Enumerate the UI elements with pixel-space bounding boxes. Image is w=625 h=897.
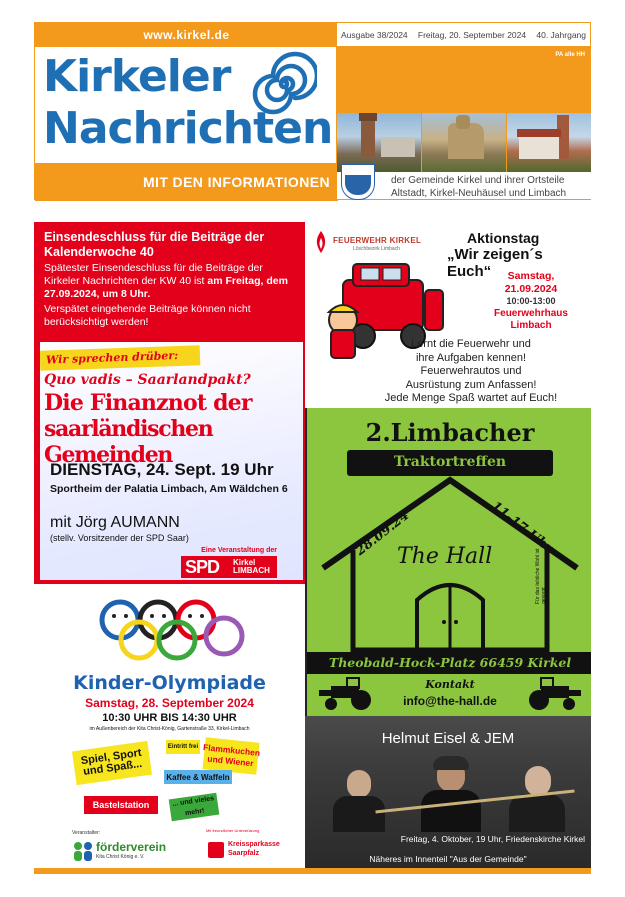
fire-time: 10:00-13:00 (506, 296, 556, 306)
tractor-side-note: Für das leibliche Wohl ist gesorgt. (535, 548, 547, 604)
masthead-tagline: MIT DEN INFORMATIONEN (35, 163, 338, 201)
musician-photo-1 (329, 770, 389, 832)
kids-place: im Außenbereich der Kita Christ-König, Gartenstraße 33, Kirkel-Limbach (89, 726, 250, 732)
tractor-ribbon: Traktortreffen (347, 450, 553, 476)
concert-title: Helmut Eisel & JEM (381, 730, 515, 747)
fire-title-2: „Wir zeigen´s Euch“ (447, 246, 543, 280)
photo-strip (337, 46, 591, 172)
tractor-date: 28.09.24 (353, 508, 413, 559)
kids-olympics-ad (34, 588, 305, 868)
olympic-rings-icon (92, 596, 252, 662)
spd-headline-1: Die Finanznot der (44, 390, 252, 416)
spd-organizer-label: Eine Veranstaltung der (201, 547, 277, 554)
issue-volume: 40. Jahrgang (536, 29, 586, 40)
concert-ad (305, 716, 591, 868)
notice-late-warning: Verspätet eingehende Beiträge können nicht berücksichtigt werden! (44, 303, 251, 328)
photo-rock-formation (422, 113, 506, 172)
musician-photo-2 (419, 760, 483, 832)
kids-date: Samstag, 28. September 2024 (85, 696, 254, 710)
sparkasse-s-icon (208, 842, 224, 858)
kids-title: Kinder-Olympiade (73, 672, 266, 694)
sparkasse-logo: Kreissparkasse Saarpfalz (206, 838, 272, 864)
spd-event-ad (34, 342, 305, 584)
kids-box-more: ... und vieles mehr! (169, 793, 220, 821)
fire-body: Lernt die Feuerwehr und ihre Aufgaben kennen! Feuerwehrautos und Ausrüstung zum Anfassen! Jede Menge Spaß wartet auf Euch! (384, 338, 558, 405)
spd-speaker: mit Jörg AUMANN (50, 514, 180, 531)
website-url[interactable]: www.kirkel.de (35, 23, 338, 47)
masthead-title-line1: Kirkeler (43, 51, 231, 102)
concert-info: Freitag, 4. Oktober, 19 Uhr, Friedenskirche Kirkel (400, 834, 585, 844)
kids-box-coffee: Kaffee & Waffeln (164, 770, 232, 784)
people-icon (72, 840, 94, 862)
fire-brigade-ad (305, 222, 591, 408)
musician-photo-3 (505, 766, 569, 832)
fire-brigade-logo-icon (313, 230, 329, 254)
fire-brigade-name: FEUERWEHR KIRKEL (333, 236, 422, 245)
municipality-text: der Gemeinde Kirkel und ihrer Ortsteile Altstadt, Kirkel-Neuhäusel und Limbach (391, 175, 567, 199)
tractor-contact-label: Kontakt (425, 678, 475, 691)
kids-box-food: Flammkuchen und Wiener (202, 737, 259, 774)
spd-headline-2: saarländischen Gemeinden (44, 416, 213, 468)
spd-speaker-role: (stellv. Vorsitzender der SPD Saar) (50, 533, 189, 543)
kids-time: 10:30 UHR BIS 14:30 UHR (102, 712, 237, 724)
spd-place: Sportheim der Palatia Limbach, Am Wäldchen 6 (50, 483, 288, 495)
issue-number: Ausgabe 38/2024 (341, 29, 408, 40)
municipality-row (337, 172, 591, 200)
tractor-venue: The Hall (397, 544, 493, 569)
spd-logo: SPD Kirkel LIMBACH (181, 556, 277, 578)
concert-more-info: Näheres im Innenteil "Aus der Gemeinde" (369, 854, 527, 864)
spd-datetime: DIENSTAG, 24. Sept. 19 Uhr (50, 460, 274, 479)
masthead-title-line2: Nachrichten (43, 103, 333, 154)
fire-date: 21.09.2024 (504, 283, 558, 295)
issue-date: Freitag, 20. September 2024 (417, 29, 527, 40)
foerderverein-logo: förderverein Kita Christ König e. V. (72, 838, 162, 864)
fire-day: Samstag, (507, 270, 555, 282)
masthead (34, 22, 337, 200)
sponsor-label: Mit freundlicher Unterstützung (206, 828, 260, 833)
deadline-notice (34, 222, 305, 342)
kids-box-games: Spiel, Sport und Spaß... (72, 741, 152, 785)
kids-box-crafts: Bastelstation (84, 796, 158, 814)
fire-place-1: Feuerwehrhaus (494, 308, 568, 319)
tractor-title: 2.Limbacher (365, 418, 535, 447)
fire-title-1: Aktionstag (467, 230, 540, 246)
tractor-address: Theobald-Hock-Platz 66459 Kirkel (307, 652, 591, 674)
spd-banner: Wir sprechen drüber: (40, 345, 201, 371)
masthead-info (337, 22, 591, 200)
spiral-logo-icon (251, 51, 317, 117)
fire-brigade-district: Löschbezirk Limbach (353, 246, 400, 252)
notice-title: Einsendeschluss für die Beiträge der Kalenderwoche 40 (44, 230, 265, 259)
tractor-contact-email[interactable]: info@the-hall.de (403, 694, 497, 708)
kids-box-free-entry: Eintritt frei (166, 740, 200, 754)
fire-place-2: Limbach (510, 320, 552, 331)
bottom-border (34, 868, 591, 874)
tractor-icon (519, 676, 583, 712)
spd-question: Quo vadis – Saarlandpakt? (44, 372, 251, 388)
tractor-meeting-ad (305, 408, 591, 716)
photo-church (507, 113, 591, 172)
tractor-time: 11-17 Uhr (488, 498, 556, 557)
issue-meta (337, 22, 591, 46)
notice-body: Spätester Einsendeschluss für die Beiträge der Kirkeler Nachrichten der KW 40 ist am Freitag, dem 27.09.2024, um 8 Uhr. (44, 262, 288, 300)
kids-organizer-label: Veranstalter: (72, 830, 101, 836)
coat-of-arms-icon (341, 164, 375, 200)
pa-label: PA alle HH (555, 52, 585, 58)
